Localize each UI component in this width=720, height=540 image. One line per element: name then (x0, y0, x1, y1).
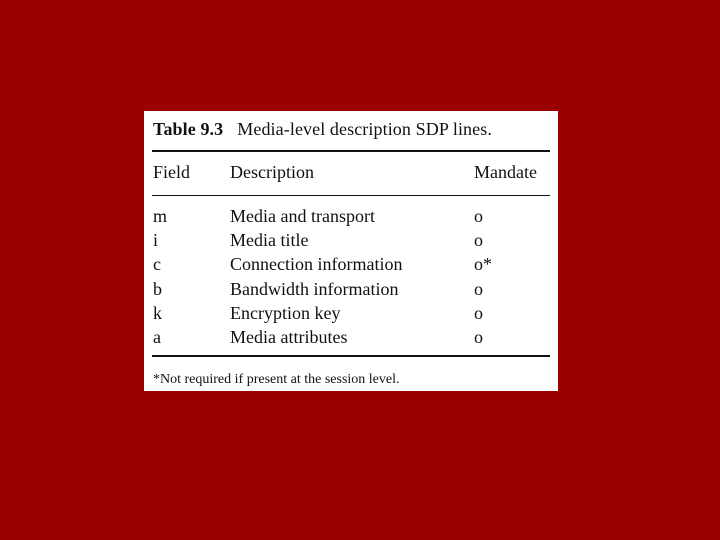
cell-mandate: o (474, 279, 483, 299)
cell-field: i (153, 230, 159, 250)
cell-description: Media attributes (230, 327, 348, 347)
header-field: Field (153, 162, 191, 182)
table-caption: Media-level description SDP lines. (237, 119, 492, 139)
table-footnote: *Not required if present at the session level. (153, 372, 400, 387)
table-row (144, 207, 558, 231)
cell-field: c (153, 254, 161, 274)
cell-mandate: o (474, 230, 483, 250)
cell-description: Connection information (230, 254, 403, 274)
table-row (144, 255, 558, 279)
top-rule (152, 150, 550, 152)
table-title (153, 119, 492, 140)
header-mandate: Mandate (474, 162, 537, 182)
cell-field: k (153, 303, 162, 323)
table-row (144, 304, 558, 328)
sdp-table-card (144, 111, 558, 391)
header-description: Description (230, 162, 314, 182)
cell-mandate: o (474, 327, 483, 347)
cell-description: Media title (230, 230, 309, 250)
table-row (144, 280, 558, 304)
table-row (144, 231, 558, 255)
cell-description: Bandwidth information (230, 279, 399, 299)
cell-description: Media and transport (230, 206, 375, 226)
cell-mandate: o (474, 303, 483, 323)
cell-field: a (153, 327, 161, 347)
table-row (144, 328, 558, 352)
header-rule (152, 195, 550, 196)
cell-mandate: o* (474, 254, 492, 274)
cell-field: m (153, 206, 168, 226)
cell-field: b (153, 279, 162, 299)
table-number: Table 9.3 (153, 119, 224, 139)
cell-description: Encryption key (230, 303, 341, 323)
bottom-rule (152, 355, 550, 357)
cell-mandate: o (474, 206, 483, 226)
